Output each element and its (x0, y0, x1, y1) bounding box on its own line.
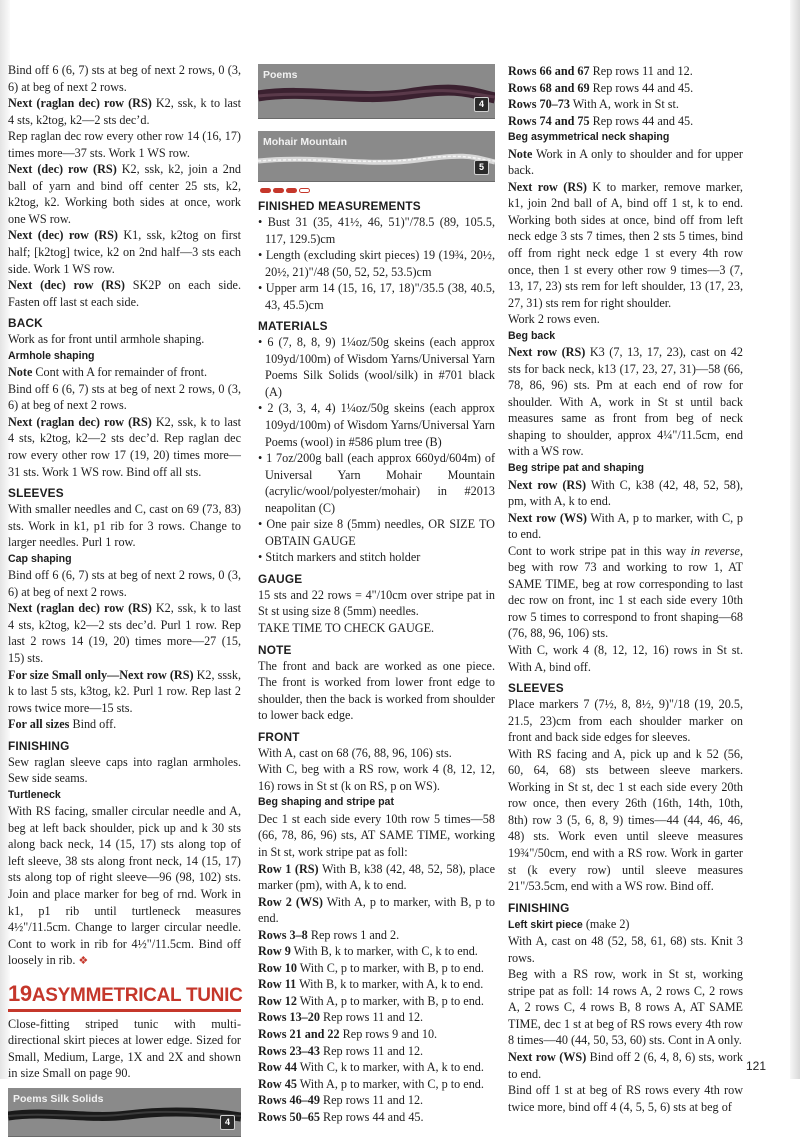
list-item: • Upper arm 14 (15, 16, 17, 18)"/35.5 (38, 40.5, 43, 45.5)cm (258, 281, 495, 312)
paragraph: Next (raglan dec) row (RS) K2, ssk, k to last 4 sts, k2tog, k2—2 sts dec’d. Rep raglan dec row every other row 17 (19, 20) times more—31 sts. Work 1 WS row. Bind off all sts. (8, 414, 241, 479)
stripe-row: Row 12 With A, p to marker, with B, p to end. (258, 993, 484, 1008)
paragraph: Rep raglan dec row every other row 14 (16, 17) times more—37 sts. Work 1 WS row. (8, 129, 241, 160)
paragraph: Work 2 rows even. (508, 312, 600, 327)
section-heading-gauge: GAUGE (258, 571, 303, 586)
paragraph: Next (dec) row (RS) K1, ssk, k2tog on first half; [k2tog] twice, k2 on 2nd half—3 sts each side. Work 1 WS row. (8, 228, 241, 276)
pattern-name: ASYMMETRICAL TUNIC (31, 984, 243, 1006)
paragraph: With A, cast on 68 (76, 88, 96, 106) sts. (258, 745, 452, 760)
paragraph: 15 sts and 22 rows = 4"/10cm over stripe pat in St st using size 8 (5mm) needles. (258, 587, 495, 619)
section-heading-finishing: FINISHING (8, 738, 70, 753)
paragraph: Note Work in A only to shoulder and for upper back. (508, 146, 743, 178)
subheading-cap: Cap shaping (8, 552, 72, 565)
stripe-row: Rows 68 and 69 Rep rows 44 and 45. (508, 80, 694, 95)
stripe-row: Rows 50–65 Rep rows 44 and 45. (258, 1109, 424, 1124)
paragraph: Next (dec) row (RS) K2, ssk, k2, join a 2nd ball of yarn and bind off center 25 sts, k2, k2tog, k2. Working both sides at once, work one WS row. (8, 162, 242, 226)
yarn-strand-icon (258, 145, 495, 177)
paragraph: For size Small only—Next row (RS) K2, sssk, k to last 5 sts, k3tog, k2. Purl 1 row. Rep last 2 rows twice more—15 sts. (8, 667, 242, 715)
subheading-armhole: Armhole shaping (8, 349, 95, 362)
section-heading-finishing: FINISHING (508, 900, 570, 915)
yarn-label: Poems Silk Solids (13, 1092, 104, 1105)
skill-level-icon (260, 188, 495, 193)
pattern-intro: Close-fitting striped tunic with multi-directional skirt pieces at lower edge. Sized for Small, Medium, Large, 1X and 2X and shown in size Small on page 90. (8, 1016, 241, 1081)
paragraph: Next row (RS) With C, k38 (42, 48, 52, 58), pm, with A, k to end. (508, 477, 743, 509)
yarn-label: Mohair Mountain (263, 136, 347, 148)
column-3 (508, 63, 743, 1115)
stripe-row: Row 45 With A, p to marker, with C, p to end. (258, 1076, 484, 1091)
stripe-row: Row 9 With B, k to marker, with C, k to end. (258, 944, 478, 959)
yarn-weight-badge: 4 (220, 1115, 235, 1130)
section-heading-back: BACK (8, 316, 43, 331)
section-heading-sleeves: SLEEVES (508, 681, 564, 696)
section-heading-materials: MATERIALS (258, 319, 328, 334)
stripe-rows-continued (508, 63, 743, 129)
page-number: 121 (745, 1059, 766, 1073)
end-diamond-icon: ❖ (78, 955, 89, 968)
stripe-row: Rows 46–49 Rep rows 11 and 12. (258, 1093, 424, 1108)
paragraph: With A, cast on 48 (52, 58, 61, 68) sts. Knit 3 rows. (508, 934, 743, 965)
column-2 (258, 64, 495, 1125)
list-item: • One pair size 8 (5mm) needles, OR SIZE TO OBTAIN GAUGE (258, 517, 495, 548)
list-item: • 1 7oz/200g ball (each approx 660yd/604m) of Universal Yarn Mohair Mountain (acrylic/wool/polyester/mohair) in #2013 neapolitan (C) (258, 451, 495, 515)
pattern-title (8, 982, 241, 1012)
section-heading-sleeves: SLEEVES (8, 486, 64, 501)
stripe-row: Rows 74 and 75 Rep rows 44 and 45. (508, 113, 694, 128)
paragraph: Next row (WS) Bind off 2 (6, 4, 8, 6) sts, work to end. (508, 1049, 744, 1081)
paragraph: Next row (RS) K3 (7, 13, 17, 23), cast on 42 sts for back neck, k13 (17, 23, 27, 31)—58 (66, 78, 86, 96) sts. Pm at each end of row for shoulder. With A, work in St st until back measures same as front from beg of neck shaping to shoulder, approx 4¼"/11.5cm, end with a WS row. (508, 345, 743, 459)
paragraph: Bind off 6 (6, 7) sts at beg of next 2 rows, 0 (3, 6) at beg of next 2 rows. (8, 63, 241, 94)
paragraph: With smaller needles and C, cast on 69 (73, 83) sts. Work in k1, p1 rib for 3 rows. Change to larger needles. Purl 1 row. (8, 502, 241, 550)
yarn-strand-icon (8, 1102, 241, 1130)
paragraph: Note Cont with A for remainder of front. (8, 365, 208, 380)
paragraph: Cont to work stripe pat in this way in reverse, beg with row 73 and working to row 1, AT SAME TIME, beg at row corresponding to last dec row on front, inc 1 st each side every 10th row 5 times to correspond to front shaping—68 (76, 88, 96, 106) sts. (508, 543, 743, 641)
yarn-swatch-poems-silk-solids (8, 1088, 241, 1137)
paragraph: Dec 1 st each side every 10th row 5 times—58 (66, 78, 86, 96) sts, AT SAME TIME, working in St st, work stripe pat as foll: (258, 811, 495, 859)
stripe-row: Rows 13–20 Rep rows 11 and 12. (258, 1010, 424, 1025)
stripe-row: Rows 23–43 Rep rows 11 and 12. (258, 1043, 424, 1058)
stripe-row: Row 1 (RS) With B, k38 (42, 48, 52, 58), place marker (pm), with A, k to end. (258, 861, 495, 893)
paragraph: The front and back are worked as one piece. The front is worked from lower front edge to shoulder, then the back is worked from shoulder to lower back edge. (258, 658, 495, 723)
stripe-row: Rows 70–73 With A, work in St st. (508, 97, 679, 112)
subheading-turtleneck: Turtleneck (8, 788, 61, 801)
paragraph: With RS facing and A, pick up and k 52 (56, 60, 64, 68) sts between sleeve markers. Working in St st, dec 1 st each side every 20th row once, then every 26th (16th, 14th, 10th, 8th) row 3 (5, 6, 8, 9) times—44 (44, 46, 46, 48) sts. Work even until sleeve measures 19¾"/50cm, end with a RS row. Work in garter st (k every row) until sleeve measures 21"/53.5cm, end with a WS row. Bind off. (508, 746, 743, 894)
stripe-row: Row 10 With C, p to marker, with B, p to end. (258, 960, 484, 975)
column-1 (8, 62, 241, 1137)
paragraph: Place markers 7 (7½, 8, 8½, 9)"/18 (19, 20.5, 21.5, 23)cm from each shoulder marker on front and back side edges for sleeves. (508, 697, 743, 745)
paragraph: TAKE TIME TO CHECK GAUGE. (258, 621, 435, 636)
paragraph: Next (raglan dec) row (RS) K2, ssk, k to last 4 sts, k2tog, k2—2 sts dec’d. (8, 96, 241, 127)
paragraph: Bind off 6 (6, 7) sts at beg of next 2 rows, 0 (3, 6) at beg of next 2 rows. (8, 381, 241, 413)
section-heading-note: NOTE (258, 642, 292, 657)
subheading-stripe-shaping: Beg stripe pat and shaping (508, 462, 644, 475)
scan-right-edge (790, 0, 800, 1079)
yarn-weight-badge: 4 (474, 97, 489, 112)
paragraph: Beg with a RS row, work in St st, working stripe pat as foll: 14 rows A, 2 rows C, 2 rows A, 2 rows C, 4 rows B, 8 rows A, AT SAME TIME, dec 1 st at beg of RS rows every 4th row 8 times—40 (44, 50, 53, 60) sts. Cont in A only. (508, 967, 743, 1048)
list-item: • Bust 31 (35, 41½, 46, 51)"/78.5 (89, 105.5, 117, 129.5)cm (258, 215, 495, 246)
subheading-beg-back: Beg back (508, 329, 556, 342)
paragraph: Next (raglan dec) row (RS) K2, ssk, k to last 4 sts, k2tog, k2—2 sts dec’d. Purl 1 row. Rep last 2 rows 14 (19, 20) times more—27 (15, 15) sts. (8, 601, 241, 665)
paragraph: Next row (RS) K to marker, remove marker, k1, join 2nd ball of A, bind off 1 st, k to end. Working both sides at once, bind off from left neck edge 3 sts 7 times, then 2 sts 5 times, bind off from right neck edge 1 st every 4th row once, then 1 st every other row 9 times—3 (7, 13, 17, 23) sts rem for left shoulder, 13 (17, 23, 27, 31) sts rem for right shoulder. (508, 179, 743, 310)
section-heading-finished-measurements: FINISHED MEASUREMENTS (258, 199, 421, 213)
paragraph: Sew raglan sleeve caps into raglan armholes. Sew side seams. (8, 754, 241, 786)
stripe-row: Row 2 (WS) With A, p to marker, with B, p to end. (258, 894, 495, 926)
stripe-row: Row 11 With B, k to marker, with A, k to end. (258, 977, 484, 992)
paragraph: Next row (WS) With A, p to marker, with C, p to end. (508, 510, 744, 542)
yarn-weight-badge: 5 (474, 160, 489, 175)
paragraph: Bind off 1 st at beg of RS rows every 4th row twice more, bind off 4 (4, 5, 5, 6) sts at beg of (508, 1083, 743, 1114)
list-item: • Length (excluding skirt pieces) 19 (19¾, 20½, 20½, 21)"/48 (50, 52, 52, 53.5)cm (258, 248, 495, 279)
list-item: • 2 (3, 3, 4, 4) 1¼oz/50g skeins (each approx 109yd/100m) of Wisdom Yarns/Universal Yarn Poems (wool) in #586 plum tree (B) (258, 401, 495, 449)
yarn-swatch-poems (258, 64, 495, 119)
paragraph: With RS facing, smaller circular needle and A, beg at left back shoulder, pick up and k 30 sts along back neck, 14 (15, 17) sts along top of left sleeve, 38 sts along front neck, 14 (15, 17) sts along top of right sleeve—96 (98, 102) sts. Join and place marker for beg of rnd. Work in k1, p1 rib until turtleneck measures 4½"/11.5cm. Change to larger circular needle. Cont to work in rib for 4½"/11.5cm. Bind off loosely in rib. ❖ (8, 804, 241, 968)
list-item: • Stitch markers and stitch holder (258, 550, 421, 565)
subheading-shaping-stripe: Beg shaping and stripe pat (258, 796, 394, 809)
paragraph: With C, work 4 (8, 12, 12, 16) rows in St st. With A, bind off. (508, 643, 743, 674)
subheading-asym-neck: Beg asymmetrical neck shaping (508, 131, 670, 144)
pattern-number: 19 (8, 980, 32, 1006)
paragraph: Bind off 6 (6, 7) sts at beg of next 2 rows, 0 (3, 6) at beg of next 2 rows. (8, 568, 241, 599)
stripe-row: Rows 66 and 67 Rep rows 11 and 12. (508, 64, 693, 78)
stripe-row: Rows 21 and 22 Rep rows 9 and 10. (258, 1027, 438, 1042)
paragraph: For all sizes Bind off. (8, 717, 117, 732)
paragraph: Work as for front until armhole shaping. (8, 332, 205, 347)
measurements-list (258, 214, 495, 313)
list-item: • 6 (7, 8, 8, 9) 1¼oz/50g skeins (each approx 109yd/100m) of Wisdom Yarns/Universal Yarn Poems Silk Solids (wool/silk) in #701 black (A) (258, 335, 495, 399)
stripe-row: Rows 3–8 Rep rows 1 and 2. (258, 927, 400, 942)
materials-list (258, 334, 495, 566)
stripe-rows (258, 861, 495, 1126)
yarn-swatch-mohair-mountain (258, 131, 495, 182)
yarn-label: Poems (263, 69, 298, 81)
yarn-strand-icon (258, 78, 495, 112)
stripe-row: Row 44 With C, k to marker, with A, k to end. (258, 1060, 484, 1075)
section-heading-front: FRONT (258, 729, 300, 744)
subheading-left-skirt: Left skirt piece (make 2) (508, 916, 630, 931)
paragraph: With C, beg with a RS row, work 4 (8, 12, 12, 16) rows in St st (k on RS, p on WS). (258, 762, 495, 793)
paragraph: Next (dec) row (RS) SK2P on each side. Fasten off last st each side. (8, 278, 242, 309)
